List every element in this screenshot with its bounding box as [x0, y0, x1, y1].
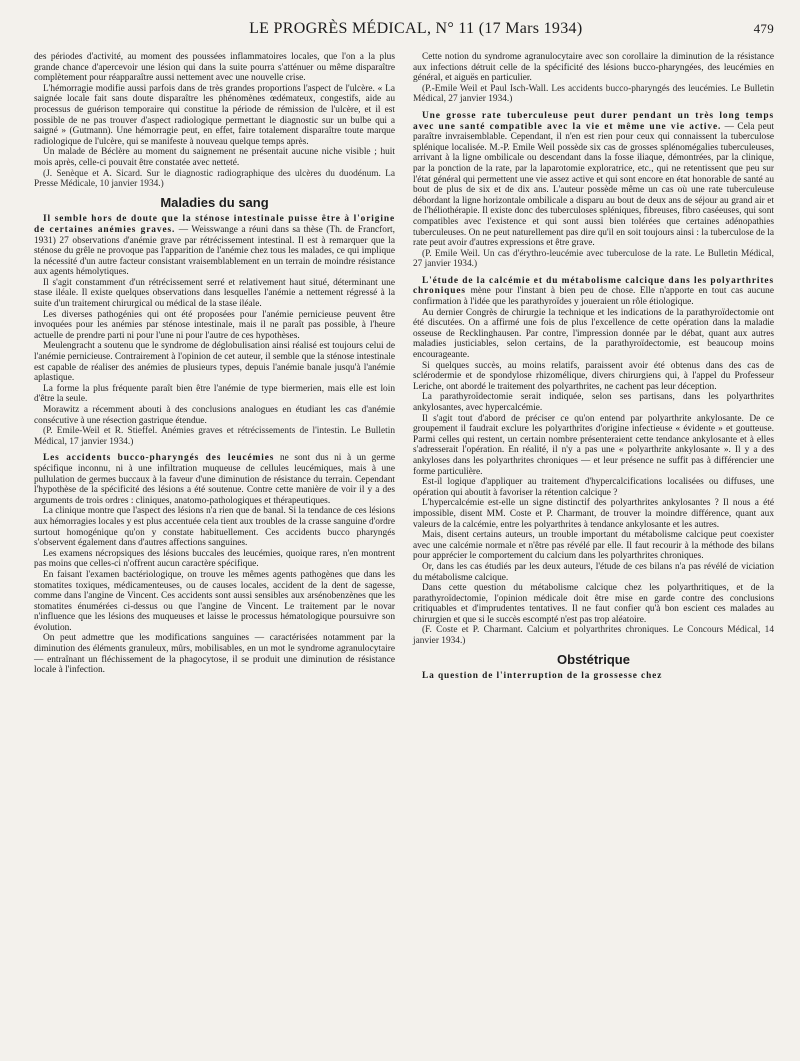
paragraph: La clinique montre que l'aspect des lésions n'a rien que de banal. Si la tendance de ces lésions aux hémorragies locales y est plus accentuée cela tient aux troubles de la crasse sanguine d'ordre surtout homogénique qu'on y constate habituellement. Ces accidents bucco pharyngés s'observent également dans d'autres affections sanguines. [34, 506, 396, 549]
paragraph: L'hémorragie modifie aussi parfois dans de très grandes proportions l'aspect de l'ulcère. « La saignée locale fait sans doute disparaître les phénomènes œdémateux, congestifs, aide au processus de guérison temporaire qui constitue la période de rémission de l'ulcère, et il est possible de ne pas trouver d'aspect radiologique permettant le diagnostic sur un bulbe qui a saigné » (Gutmann). Une hémorragie peut, en effet, faire totalement disparaître toute marque radiologique de l'ulcère, qui se manifeste à nouveau quelque temps après. [34, 83, 395, 147]
paragraph: Il s'agit constamment d'un rétrécissement serré et relativement haut situé, déterminant une stase iléale. Il existe quelques observations dans lesquelles l'anémie a nettement régressé à la suite d'un traitement chirurgical ou médical de la stase iléale. [34, 277, 395, 310]
paragraph: Au dernier Congrès de chirurgie la technique et les indications de la parathyroïdectomie ont été discutées. On a affirmé une fois de plus l'excellence de cette opération dans la maladie osseuse de Recklinghausen. Par contre, l'impression donnée par le débat, quant aux autres maladies justiciables, selon certains, de la parathyroïdectomie, est beaucoup moins encourageante. [413, 307, 774, 361]
paragraph: Or, dans les cas étudiés par les deux auteurs, l'étude de ces bilans n'a pas révélé de viciation du métabolisme calcique. [413, 561, 774, 583]
page-number: 479 [753, 21, 774, 36]
lead-phrase: Une grosse rate tuberculeuse peut durer pendant un très long temps avec une santé compatible avec la vie et même une vie active. [413, 110, 774, 132]
reference: (P. Emile Weil. Un cas d'érythro-leucémie avec tuberculose de la rate. Le Bulletin Médical, 27 janvier 1934.) [413, 248, 774, 270]
paragraph: En faisant l'examen bactériologique, on trouve les mêmes agents pathogènes que dans les stomatites toxiques, médicamenteuses, ou de causes locales, accident de la dent de sagesse, comme dans l'angine de Vincent. Ces accidents sont aussi sensibles aux arsénobenzènes que les stomatites énumérées ci-dessus ou que l'angine de Vincent. Le traitement par le novar n'influence que les lésions des muqueuses et laisse le processus hématologique poursuivre son évolution. [34, 569, 395, 633]
paragraph: mène pour l'instant à bien peu de chose. Elle n'apporte en tout cas aucune confirmation à l'idée que les parathyroïdes y joueraient un rôle étiologique. [413, 286, 774, 308]
paragraph: Morawitz a récemment abouti à des conclusions analogues en étudiant les cas d'anémie consécutive à une résection gastrique étendue. [34, 405, 395, 426]
lead-phrase: L'étude de la calcémie et du métabolisme calcique dans les polyarthrites chroniques [413, 275, 774, 297]
lead-phrase: La question de l'interruption de la grossesse chez [422, 671, 663, 682]
paragraph: ne sont dus ni à un germe spécifique inconnu, ni à une infiltration muqueuse de cellules leucémiques, mais à une pullulation de germes buccaux à la faveur d'une diminution de résistance du terrain. Cependant l'hypothèse de la spécificité des lésions a été soutenue. Contre cette manière de voir il y a des arguments de trois ordres : cliniques, anatomo-pathologiques et thérapeutiques. [34, 453, 396, 506]
paragraph: Meulengracht a soutenu que le syndrome de déglobulisation ainsi réalisé est toujours celui de l'anémie pernicieuse. Contrairement à l'opinion de cet auteur, il semble que la sténose intestinale est capable de réaliser des anémies de plusieurs types, depuis l'anémie banale jusqu'à l'anémie aplastique. [34, 341, 395, 384]
paragraph: La parathyroïdectomie serait indiquée, selon ses partisans, dans les polyarthrites ankylosantes, avec hypercalcémie. [413, 392, 774, 413]
right-column [413, 52, 774, 682]
left-column [34, 52, 395, 682]
paragraph: — Weisswange a réuni dans sa thèse (Th. de Francfort, 1931) 27 observations d'anémie grave par rétrécissement intestinal. Il est à remarquer que la sténose du grêle ne provoque pas l'apparition de l'anémie chez tous les malades, ce qui implique la nécessité d'un autre facteur consistant vraisemblablement en un terrain de moindre résistance aux agents hémolytiques. [34, 224, 395, 278]
paragraph: Cette notion du syndrome agranulocytaire avec son corollaire la diminution de la résistance aux infections détruit celle de la spécificité des lésions bucco-pharyngées, des leucémies en général, et aiguës en particulier. [413, 52, 774, 84]
journal-title: LE PROGRÈS MÉDICAL, N° 11 (17 Mars 1934) [249, 20, 583, 37]
two-column-body [34, 52, 774, 682]
reference: (F. Coste et P. Charmant. Calcium et polyarthrites chroniques. Le Concours Médical, 14 janvier 1934.) [413, 625, 774, 647]
reference: (P. Emile-Weil et R. Stieffel. Anémies graves et rétrécissements de l'intestin. Le Bulletin Médical, 17 janvier 1934.) [34, 426, 395, 447]
lead-phrase: Il semble hors de doute que la sténose intestinale puisse être à l'origine de certaines anémies graves. [34, 214, 395, 235]
running-head [34, 20, 774, 46]
lead-phrase: Les accidents bucco-pharyngés des leucémies [43, 453, 275, 464]
reference: (P.-Emile Weil et Paul Isch-Wall. Les accidents bucco-pharyngés des leucémies. Le Bulletin Médical, 27 janvier 1934.) [413, 83, 774, 105]
paragraph: L'hypercalcémie est-elle un signe distinctif des polyarthrites ankylosantes ? Il nous a été impossible, disent MM. Coste et P. Charmant, de trouver la moindre différence, quant aux valeurs de la calcémie, entre les polyarthrites à tendance ankylosante et les autres. [413, 498, 774, 530]
paragraph: Est-il logique d'appliquer au traitement d'hypercalcifications localisées ou diffuses, une opération qui aboutit à favoriser la rétention calcique ? [413, 477, 774, 498]
paragraph: Si quelques succès, au moins relatifs, paraissent avoir été obtenus dans des cas de sclérodermie et de spondylose rhizomélique, divers chirurgiens qui, à l'appel du Professeur Leriche, ont abordé le traitement des polyarthrites, ne cachent pas leur déception. [413, 360, 774, 392]
paragraph: Les examens nécropsiques des lésions buccales des leucémies, quoique rares, n'en montrent pas moins que celles-ci n'offrent aucun caractère spécifique. [34, 548, 395, 570]
reference: (J. Senèque et A. Sicard. Sur le diagnostic radiographique des ulcères du duodénum. La Presse Médicale, 10 janvier 1934.) [34, 168, 395, 190]
paragraph: Un malade de Béclère au moment du saignement ne présentait aucune niche visible ; huit mois après, celle-ci pouvait être constatée avec netteté. [34, 147, 395, 168]
paragraph: Dans cette question du métabolisme calcique chez les polyarthritiques, et de la parathyroïdectomie, l'opinion médicale doit être mise en garde contre des conclusions critiquables et d'imprudentes tentatives. Il ne faut confier qu'à bon escient ces malades au chirurgien et que si le succès escompté n'est pas trop aléatoire. [413, 583, 774, 625]
paragraph: Il s'agit tout d'abord de préciser ce qu'on entend par polyarthrite ankylosante. De ce groupement il faudrait exclure les polyarthrites d'origine infectieuse « évidente » et goutteuse. Parmi celles qui restent, un certain nombre présenteraient cette tendance ankylosante et à elles s'adresserait l'opération. En réalité, il n'y a pas une « polyarthrite ankylosante ». Il y a des ankyloses dans les polyarthrites chroniques — et leur présence ne suffit pas à différencier une forme particulière. [413, 413, 774, 477]
paragraph: Mais, disent certains auteurs, un trouble important du métabolisme calcique peut coexister avec une calcémie normale et n'être pas révélé par elle. Il faut recourir à la méthode des bilans pour apprécier le comportement du calcium dans les polyarthrites chroniques. [413, 530, 774, 562]
section-heading-maladies-du-sang: Maladies du sang [160, 194, 269, 210]
paragraph: La forme la plus fréquente paraît bien être l'anémie de type biermerien, mais elle est loin d'être la seule. [34, 383, 395, 405]
section-heading-obstetrique: Obstétrique [557, 651, 630, 667]
paragraph: Les diverses pathogénies qui ont été proposées pour l'anémie pernicieuse peuvent être invoquées pour les anémies par sténose intestinale, mais il ne paraît pas possible, à l'heure actuelle de prendre parti ni pour l'une ni pour l'autre de ces hypothèses. [34, 309, 395, 341]
paragraph: — Cela peut paraître invraisemblable. Cependant, il n'en est rien pour ceux qui connaissent la tuberculose splénique localisée. M.-P. Emile Weil possède six cas de grosses splénomégalies tuberculeuses, arrivant à la ligne ombilicale ou descendant dans la fosse iliaque, démontrées, par la clinique, par la ponction de la rate, par la laparotomie exploratrice, etc., qui ne retentissent que peu sur l'état général qui permettent une vie assez active et qui sont encore en état honorable de santé au bout de plus de six et de dix ans. L'auteur possède même un cas où une rate tuberculeuse débordant la ligne horizontale ombilicale a disparu au bout de deux ans de séjour au grand air et de l'héliothérapie. Il existe donc des tuberculoses spléniques, fibreuses, fibro caséeuses, qui sont compatibles avec l'existence et qui sont aussi bien tolérées que certaines adénopathies tuberculeuses. On ne peut naturellement pas dire qu'il en soit toujours ainsi : la tuberculose de la rate peut avoir d'autres expressions et être grave. [413, 121, 774, 249]
paragraph: On peut admettre que les modifications sanguines — caractérisées notamment par la diminution des éléments granuleux, mûrs, mobilisables, en un mot le syndrome agranulocytaire — entraînant un fléchissement de la phagocytose, il se produit une diminution de résistance locale à l'infection. [34, 633, 395, 676]
paragraph: des périodes d'activité, au moment des poussées inflammatoires locales, que l'on a la plus grande chance d'apercevoir une lésion qui dans la suite pourra s'atténuer ou même disparaître complètement pour réapparaître aussi nettement avec une nouvelle crise. [34, 52, 395, 84]
